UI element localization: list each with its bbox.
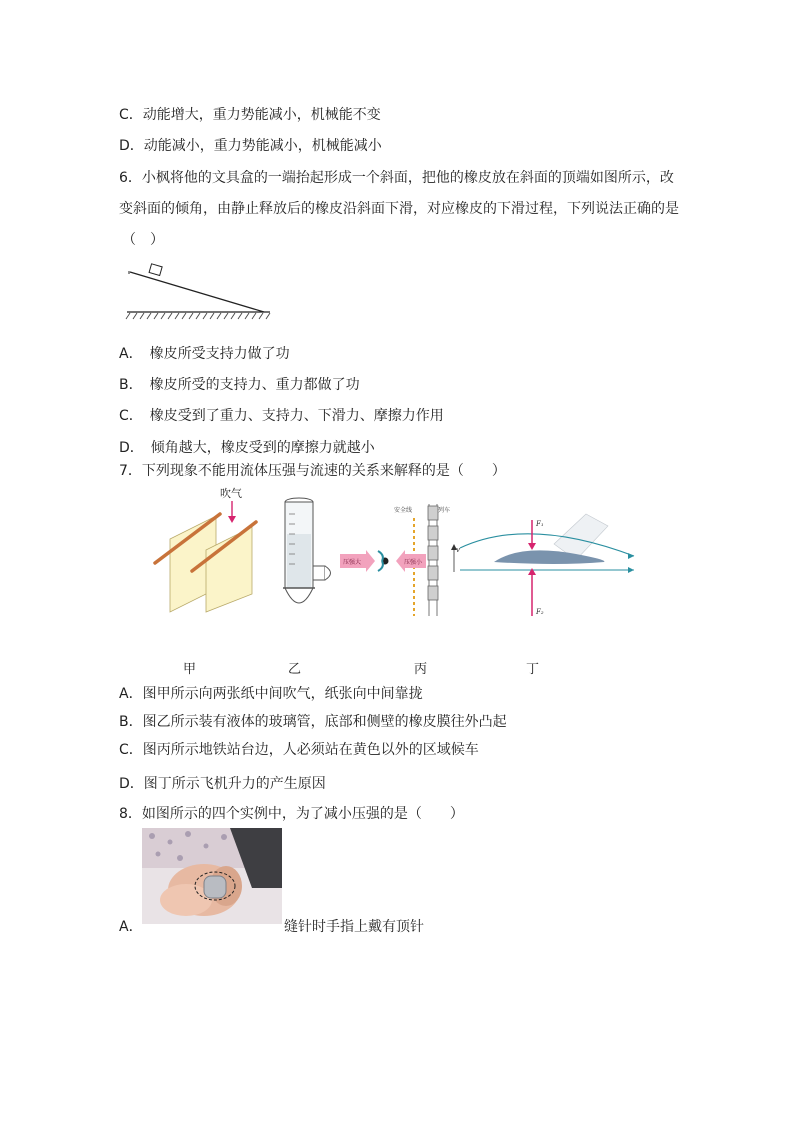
figure-yi-glass-tube: [276, 494, 346, 620]
ground-hatch: [126, 313, 270, 319]
q5-option-c: C．动能增大，重力势能减小，机械能不变: [119, 107, 381, 123]
train-cars: [428, 506, 438, 600]
caption-bing: 丙: [414, 662, 428, 677]
q6-answer-bracket: （ ）: [122, 232, 164, 248]
eraser-block: [149, 264, 162, 276]
incline-figure: [124, 262, 272, 322]
train-label: 列车: [438, 507, 451, 514]
thimble: [204, 876, 226, 898]
side-membrane: [325, 566, 331, 580]
q8-option-a-letter: A．: [119, 919, 143, 935]
tube-liquid: [287, 534, 311, 588]
q7-option-b: B．图乙所示装有液体的玻璃管，底部和侧壁的橡皮膜往外凸起: [119, 714, 507, 730]
wing-airfoil: [494, 550, 604, 564]
figure-jia-paper-sheets: [150, 484, 270, 614]
q7-option-c: C．图丙所示地铁站台边，人必须站在黄色以外的区域候车: [119, 742, 479, 758]
q6-option-b: B． 橡皮所受的支持力、重力都做了功: [119, 377, 360, 393]
force-f2-label: F₂: [536, 608, 544, 616]
q5-option-d: D．动能减小，重力势能减小，机械能减小: [119, 138, 382, 154]
figure-ding-wing: [458, 508, 638, 620]
blow-air-label: 吹气: [220, 487, 242, 500]
incline-surface: [130, 272, 264, 312]
blow-arrow-head: [228, 516, 236, 523]
high-pressure-label: 压强大: [343, 559, 362, 566]
low-pressure-label: 压强小: [404, 559, 423, 566]
thimble-photo: [142, 828, 282, 924]
q6-stem-line1: 6．小枫将他的文具盒的一端抬起形成一个斜面，把他的橡皮放在斜面的顶端如图所示，改: [119, 170, 674, 186]
velocity-label: v: [456, 546, 460, 554]
q7-option-d: D．图丁所示飞机升力的产生原因: [119, 776, 326, 792]
caption-yi: 乙: [288, 662, 302, 677]
q6-stem-line2: 变斜面的倾角，由静止释放后的橡皮沿斜面下滑，对应橡皮的下滑过程，下列说法正确的是: [119, 201, 679, 217]
q6-option-c: C． 橡皮受到了重力、支持力、下滑力、摩擦力作用: [119, 408, 444, 424]
safety-line-label: 安全线: [394, 507, 413, 514]
figure-bing-platform: [338, 500, 468, 618]
q8-option-a-text: 缝针时手指上戴有顶针: [284, 919, 424, 935]
caption-ding: 丁: [526, 662, 540, 677]
q7-option-a: A．图甲所示向两张纸中间吹气，纸张向中间靠拢: [119, 686, 423, 702]
q6-option-d: D． 倾角越大，橡皮受到的摩擦力就越小: [119, 440, 375, 456]
q7-stem: 7．下列现象不能用流体压强与流速的关系来解释的是（ ）: [119, 463, 506, 479]
q6-option-a: A． 橡皮所受支持力做了功: [119, 346, 290, 362]
bottom-membrane: [285, 588, 313, 603]
force-f1-label: F₁: [536, 520, 544, 528]
caption-jia: 甲: [183, 662, 197, 677]
q8-stem: 8．如图所示的四个实例中，为了减小压强的是（ ）: [119, 806, 464, 822]
